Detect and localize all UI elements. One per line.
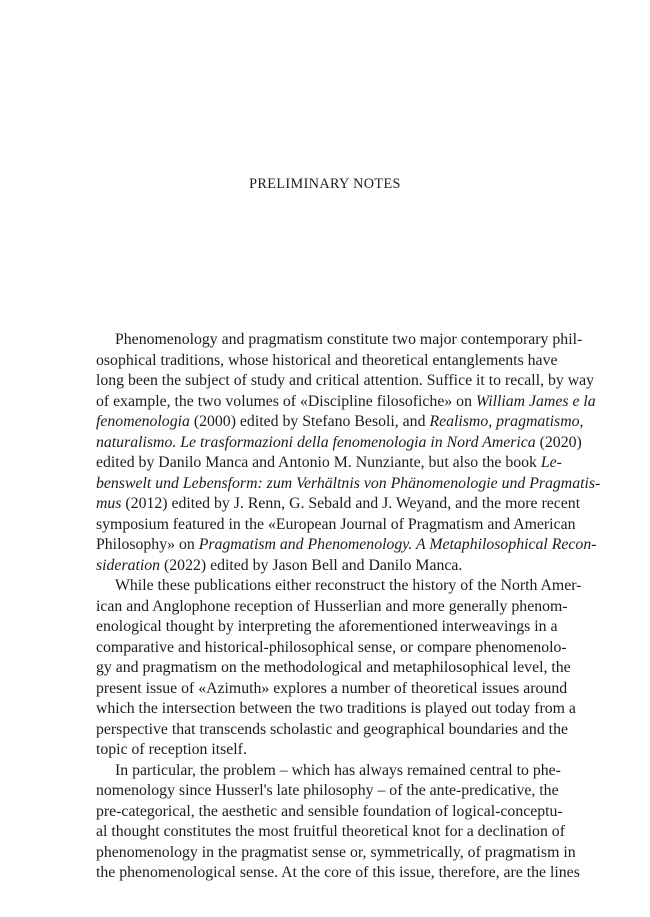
text-run: pre-categorical, the aesthetic and sensible foundation of logical-conceptu- bbox=[96, 802, 563, 820]
text-run: present issue of «Azimuth» explores a number of theoretical issues around bbox=[96, 679, 568, 697]
text-line bbox=[96, 597, 568, 618]
page-title: PRELIMINARY NOTES bbox=[249, 176, 401, 192]
italic-text: sideration bbox=[96, 556, 161, 574]
text-run: of example, the two volumes of «Discipline filosofiche» on bbox=[96, 392, 476, 410]
italic-text: fenomenologia bbox=[96, 413, 190, 430]
text-run: Phenomenology and pragmatism constitute two major contemporary phil- bbox=[115, 331, 583, 348]
text-line bbox=[96, 843, 576, 864]
text-line bbox=[96, 392, 596, 413]
text-run: phenomenology in the pragmatist sense or, symmetrically, of pragmatism in bbox=[96, 843, 576, 861]
text-run: (2020) bbox=[535, 433, 582, 451]
italic-text: Pragmatism and Phenomenology. A Metaphilosophical Recon- bbox=[198, 536, 597, 553]
text-run: While these publications either reconstruct the history of the North Amer- bbox=[115, 577, 582, 594]
text-line bbox=[96, 761, 561, 782]
text-run: osophical traditions, whose historical and theoretical entanglements have bbox=[96, 351, 558, 369]
italic-text: mus bbox=[96, 495, 122, 512]
text-line bbox=[96, 720, 568, 741]
text-run: (2022) edited by Jason Bell and Danilo Manca. bbox=[160, 556, 463, 574]
text-run: edited by Danilo Manca and Antonio M. Nunziante, but also the book bbox=[96, 454, 541, 471]
text-run: enological thought by interpreting the aforementioned interweavings in a bbox=[96, 618, 558, 635]
text-line bbox=[96, 822, 565, 843]
text-run: perspective that transcends scholastic and geographical boundaries and the bbox=[96, 720, 568, 738]
text-line bbox=[96, 515, 576, 536]
text-run: symposium featured in the «European Journal of Pragmatism and American bbox=[96, 515, 576, 533]
text-line bbox=[96, 453, 562, 474]
text-run: nomenology since Husserl's late philosophy – of the ante-predicative, the bbox=[96, 782, 559, 799]
text-run: comparative and historical-philosophical sense, or compare phenomenolo- bbox=[96, 638, 567, 656]
text-line bbox=[96, 371, 595, 392]
italic-text: Le- bbox=[540, 454, 562, 471]
text-line bbox=[96, 638, 567, 659]
text-line bbox=[96, 556, 555, 577]
text-line bbox=[96, 474, 601, 495]
text-run: al thought constitutes the most fruitful theoretical knot for a declination of bbox=[96, 823, 565, 840]
text-run: which the intersection between the two traditions is played out today from a bbox=[96, 700, 576, 717]
text-line bbox=[96, 433, 582, 454]
text-run: (2012) edited by J. Renn, G. Sebald and J. Weyand, and the more recent bbox=[121, 495, 581, 512]
text-run: In particular, the problem – which has always remained central to phe- bbox=[115, 761, 561, 779]
text-line bbox=[96, 679, 568, 700]
text-run: topic of reception itself. bbox=[96, 741, 247, 758]
text-line bbox=[96, 658, 571, 679]
text-line bbox=[96, 863, 580, 884]
italic-text: William James e la bbox=[475, 392, 596, 410]
text-line bbox=[96, 740, 555, 761]
text-line bbox=[96, 617, 558, 638]
text-line bbox=[96, 802, 563, 823]
text-line bbox=[96, 576, 582, 597]
text-line bbox=[96, 330, 583, 351]
italic-text: Realismo, pragmatismo, bbox=[429, 413, 584, 430]
text-line bbox=[96, 699, 576, 720]
body-text bbox=[96, 330, 601, 884]
text-run: Philosophy» on bbox=[96, 536, 199, 553]
text-run: the phenomenological sense. At the core of this issue, therefore, are the lines bbox=[96, 864, 580, 881]
text-line bbox=[96, 351, 558, 372]
text-line bbox=[96, 494, 581, 515]
text-run: ican and Anglophone reception of Husserlian and more generally phenom- bbox=[96, 597, 568, 615]
italic-text: naturalismo. Le trasformazioni della fenomenologia in Nord America bbox=[96, 433, 536, 451]
text-run: (2000) edited by Stefano Besoli, and bbox=[189, 413, 430, 430]
text-line bbox=[96, 412, 584, 433]
text-run: long been the subject of study and critical attention. Suffice it to recall, by way bbox=[96, 372, 595, 389]
text-line bbox=[96, 535, 597, 556]
text-run: gy and pragmatism on the methodological and metaphilosophical level, the bbox=[96, 659, 571, 676]
italic-text: benswelt und Lebensform: zum Verhältnis von Phänomenologie und Pragmatis- bbox=[96, 474, 601, 492]
text-line bbox=[96, 781, 559, 802]
